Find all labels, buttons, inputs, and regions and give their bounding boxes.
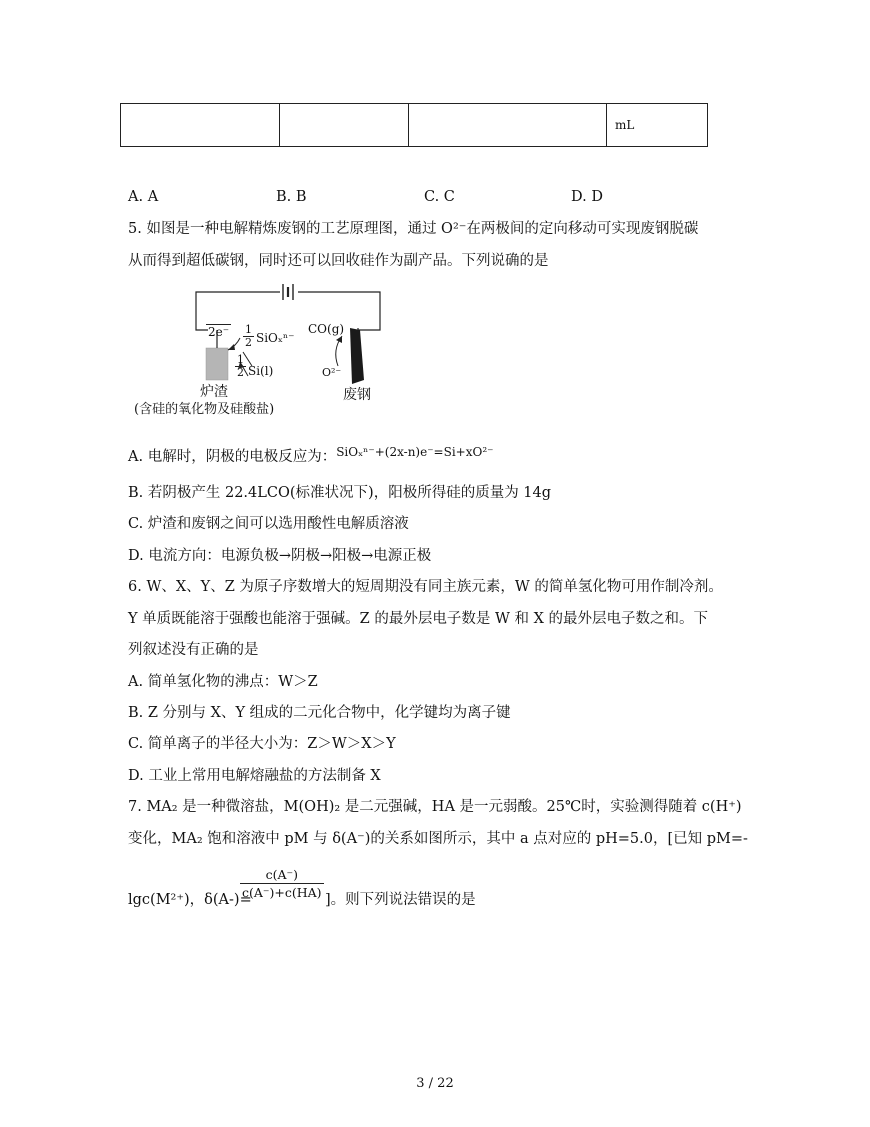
q5-stem-line2: 从而得到超低碳钢，同时还可以回收硅作为副产品。下列说确的是: [128, 253, 549, 269]
electrolysis-diagram: [128, 280, 408, 418]
table-cell: [409, 104, 607, 147]
fraction-half-bottom: $\frac{1}{2}$: [237, 353, 244, 379]
silicon-label: Si(l): [248, 364, 274, 378]
q5-option-a: A. 电解时，阴极的电极反应为：$^{SiO_x^{n-}+(2x-n)e^-=Si+xO^{2-}}$: [128, 445, 494, 465]
co-label: CO(g): [308, 322, 345, 336]
q5-stem-line1: 5. 如图是一种电解精炼废钢的工艺原理图，通过 O²⁻在两极间的定向移动可实现废钢脱碳: [128, 221, 699, 237]
q6-option-c: C. 简单离子的半径大小为：Z＞W＞X＞Y: [128, 736, 396, 752]
q5-option-d: D. 电流方向：电源负极→阴极→阳极→电源正极: [128, 548, 432, 564]
silicate-label: SiOₓⁿ⁻: [256, 331, 295, 345]
oxide-ion-label: O²⁻: [322, 366, 342, 379]
delta-fraction-denominator: c(A⁻)+c(HA): [242, 885, 322, 900]
page-number: 3 / 22: [416, 1076, 454, 1091]
steel-electrode: [350, 328, 364, 384]
electron-label: 2e⁻: [208, 325, 230, 339]
q7-stem-line2: 变化，MA₂ 饱和溶液中 pM 与 δ(A⁻)的关系如图所示，其中 a 点对应的 pH=5.0，[已知 pM=-: [128, 831, 748, 847]
table-cell-unit: mL: [607, 104, 708, 147]
table-cell: [280, 104, 409, 147]
q7-stem-line3-prefix: lgc(M²⁺)，δ(A-)=: [128, 892, 252, 908]
slag-electrode: [206, 348, 228, 380]
q4-option-a: A. A: [128, 189, 159, 205]
q6-option-a: A. 简单氢化物的沸点：W＞Z: [128, 674, 318, 690]
data-table: [120, 103, 708, 147]
slag-label: 炉渣: [200, 384, 228, 400]
q4-option-d: D. D: [571, 189, 603, 205]
fraction-half-top: $\frac{1}{2}$: [245, 323, 252, 349]
steel-label: 废钢: [343, 387, 371, 403]
q6-stem-line3: 列叙述没有正确的是: [128, 642, 259, 658]
q6-stem-line1: 6. W、X、Y、Z 为原子序数增大的短周期没有同主族元素，W 的简单氢化物可用作制冷剂。: [128, 579, 723, 595]
q5-option-a-formula: SiOₓⁿ⁻+(2x-n)e⁻=Si+xO²⁻: [336, 445, 494, 459]
delta-fraction: [240, 866, 324, 901]
q6-option-d: D. 工业上常用电解熔融盐的方法制备 X: [128, 768, 381, 784]
q5-option-b: B. 若阴极产生 22.4LCO(标准状况下)，阳极所得硅的质量为 14g: [128, 485, 552, 501]
slag-note: (含硅的氧化物及硅酸盐): [134, 402, 275, 417]
table-cell: [121, 104, 280, 147]
q7-stem-line1: 7. MA₂ 是一种微溶盐，M(OH)₂ 是二元强碱，HA 是一元弱酸。25℃时，实验测得随着 c(H⁺): [128, 799, 742, 815]
q6-option-b: B. Z 分别与 X、Y 组成的二元化合物中，化学键均为离子键: [128, 705, 511, 721]
q7-stem-line3-suffix: ]。则下列说法错误的是: [325, 892, 476, 908]
table-row: [121, 104, 708, 147]
q6-stem-line2: Y 单质既能溶于强酸也能溶于强碱。Z 的最外层电子数是 W 和 X 的最外层电子数之和。下: [128, 611, 709, 627]
q5-option-c: C. 炉渣和废钢之间可以选用酸性电解质溶液: [128, 516, 409, 532]
q4-option-c: C. C: [424, 189, 455, 205]
q4-option-b: B. B: [276, 189, 307, 205]
delta-fraction-numerator: c(A⁻): [240, 866, 324, 884]
